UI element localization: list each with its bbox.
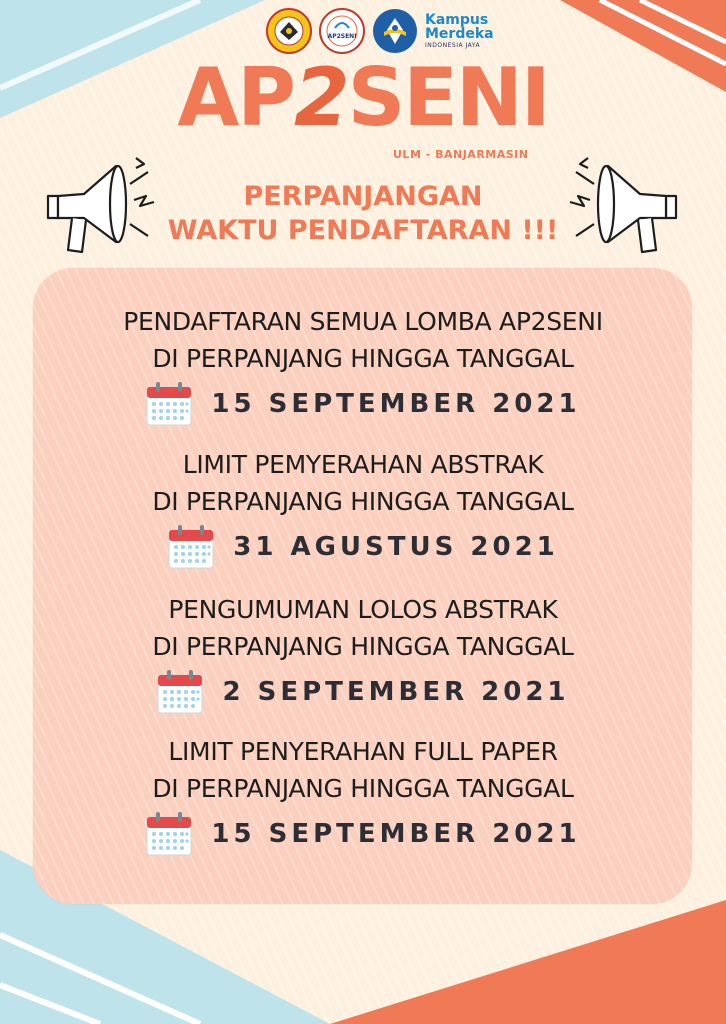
calendar-icon bbox=[167, 524, 215, 570]
brand-part1: AP bbox=[177, 51, 294, 144]
university-seal-icon bbox=[266, 8, 312, 54]
calendar-icon bbox=[156, 669, 204, 715]
faculty-seal-icon bbox=[319, 8, 365, 54]
brand-part2: 2 bbox=[293, 51, 348, 144]
section-line2: DI PERPANJANG HINGGA TANGGAL bbox=[152, 487, 574, 516]
deadline-date: 2 SEPTEMBER 2021 bbox=[222, 677, 570, 707]
section-pendaftaran bbox=[0, 303, 726, 427]
date-row bbox=[0, 524, 726, 570]
headline-line2: WAKTU PENDAFTARAN !!! bbox=[167, 215, 559, 246]
section-line1: LIMIT PEMYERAHAN ABSTRAK bbox=[182, 450, 544, 479]
tut-wuri-handayani-icon bbox=[372, 8, 418, 54]
brand-part3: SENI bbox=[347, 51, 549, 144]
kampus-merdeka-logo bbox=[425, 8, 501, 54]
date-row bbox=[0, 381, 726, 427]
date-row bbox=[0, 669, 726, 715]
brand-title bbox=[0, 51, 726, 144]
section-line2: DI PERPANJANG HINGGA TANGGAL bbox=[152, 774, 574, 803]
logo-row bbox=[266, 8, 501, 54]
kampus-merdeka-line2: Merdeka bbox=[425, 26, 494, 42]
kampus-merdeka-tagline: INDONESIA JAYA bbox=[425, 42, 481, 49]
headline-line1: PERPANJANGAN bbox=[243, 181, 483, 212]
section-line1: PENGUMUMAN LOLOS ABSTRAK bbox=[168, 595, 558, 624]
faculty-seal-text: AP2SENI bbox=[327, 33, 357, 40]
section-abstrak bbox=[0, 446, 726, 570]
brand-subtitle: ULM - BANJARMASIN bbox=[393, 148, 529, 161]
section-line1: LIMIT PENYERAHAN FULL PAPER bbox=[168, 737, 558, 766]
deadline-date: 15 SEPTEMBER 2021 bbox=[211, 389, 581, 419]
section-line1: PENDAFTARAN SEMUA LOMBA AP2SENI bbox=[123, 307, 603, 336]
headline bbox=[0, 180, 726, 248]
kampus-merdeka-line1: Kampus bbox=[425, 12, 489, 28]
calendar-icon bbox=[145, 811, 193, 857]
calendar-icon bbox=[145, 381, 193, 427]
section-pengumuman bbox=[0, 591, 726, 715]
section-full-paper bbox=[0, 733, 726, 857]
section-line2: DI PERPANJANG HINGGA TANGGAL bbox=[152, 344, 574, 373]
section-line2: DI PERPANJANG HINGGA TANGGAL bbox=[152, 632, 574, 661]
date-row bbox=[0, 811, 726, 857]
deadline-date: 31 AGUSTUS 2021 bbox=[233, 532, 559, 562]
deadline-date: 15 SEPTEMBER 2021 bbox=[211, 819, 581, 849]
